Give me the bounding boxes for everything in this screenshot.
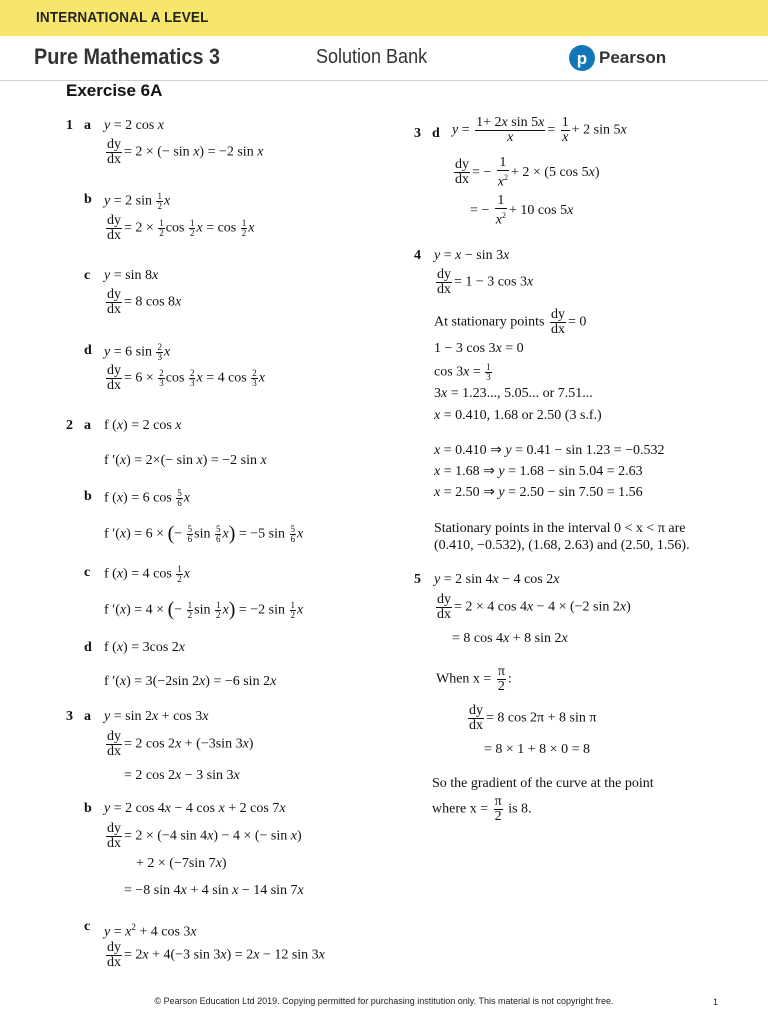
- equation: f (x) = 4 cos $\frac{1}{2}$ x: [104, 564, 190, 584]
- equation: y = 2 sin 4x − 4 cos 2x: [434, 572, 560, 587]
- equation: $\frac{dy}{dx}$ = 2 × (−4 sin 4x) − 4 × (− sin x): [107, 821, 302, 851]
- equation: + 2 × (−7sin 7x): [136, 856, 227, 871]
- part-label: c: [84, 565, 91, 580]
- question-number: 5: [414, 572, 421, 587]
- equation: f (x) = 6 cos $\frac{5}{6}$ x: [104, 488, 190, 508]
- equation: $\frac{dy}{dx}$ = 2 cos 2x + (−3sin 3x): [107, 729, 254, 759]
- equation: y = 2 cos x: [104, 118, 164, 133]
- equation: f ′(x) = 2×(− sin x) = −2 sin x: [104, 453, 267, 468]
- equation: 1 − 3 cos 3x = 0: [434, 341, 524, 356]
- book-subtitle: Solution Bank: [316, 46, 428, 68]
- equation: $\frac{dy}{dx}$ = 8 cos 8x: [107, 287, 182, 317]
- equation: $y = x^2 + 4$ cos 3x: [104, 922, 197, 940]
- exercise-heading: Exercise 6A: [66, 81, 163, 100]
- equation: f (x) = 3cos 2x: [104, 640, 185, 655]
- equation: $\frac{dy}{dx}$ = 1 − 3 cos 3x: [437, 267, 534, 297]
- equation: f ′(x) = 6 × (− $\frac{5}{6}$ sin $\frac{5}{6}$ x) = −5 sin $\frac{5}{6}$ x: [104, 522, 304, 545]
- equation: y = 2 cos 4x − 4 cos x + 2 cos 7x: [104, 801, 286, 816]
- equation: $\frac{dy}{dx}$ = 2 × (− sin x) = −2 sin x: [107, 137, 264, 167]
- statement: (0.410, −0.532), (1.68, 2.63) and (2.50, 1.56).: [434, 538, 690, 553]
- equation: y = $\frac{\text{1+ 2x sin 5x}}{x}$ = $\frac{1}{x}$ + 2 sin 5x: [452, 115, 627, 145]
- part-label: b: [84, 801, 92, 816]
- equation: $\frac{dy}{dx}$ = − $\frac{1}{x^2}$ + 2 × (5 cos 5x): [455, 155, 600, 190]
- statement: At stationary points $\frac{dy}{dx}$ = 0: [434, 307, 587, 337]
- statement: Stationary points in the interval 0 < x < π are: [434, 521, 686, 536]
- question-number: 3: [66, 709, 73, 724]
- page-number: 1: [713, 997, 719, 1007]
- equation: f ′(x) = 4 × (− $\frac{1}{2}$ sin $\frac{1}{2}$ x) = −2 sin $\frac{1}{2}$ x: [104, 598, 304, 621]
- statement: When x = $\frac{\pi}{2}$ :: [436, 664, 512, 694]
- pearson-logo-icon: [568, 44, 596, 72]
- part-label: a: [84, 418, 91, 433]
- part-label: d: [84, 640, 92, 655]
- part-label: c: [84, 919, 91, 934]
- part-label: c: [84, 268, 91, 283]
- equation: y = sin 2x + cos 3x: [104, 709, 209, 724]
- equation: = −8 sin 4x + 4 sin x − 14 sin 7x: [124, 883, 304, 898]
- part-label: d: [432, 126, 440, 141]
- equation: = 8 cos 4x + 8 sin 2x: [452, 631, 568, 646]
- equation: f ′(x) = 3(−2sin 2x) = −6 sin 2x: [104, 674, 277, 689]
- qualification-label: INTERNATIONAL A LEVEL: [36, 9, 209, 26]
- equation: x = 0.410 ⇒ y = 0.41 − sin 1.23 = −0.532: [434, 443, 665, 458]
- question-number: 3: [414, 126, 421, 141]
- statement: where x = $\frac{\pi}{2}$ is 8.: [432, 794, 532, 824]
- part-label: b: [84, 192, 92, 207]
- equation: y = x − sin 3x: [434, 248, 510, 263]
- equation: cos 3x = $\frac{1}{3}$: [434, 362, 491, 382]
- header-band: [0, 0, 768, 36]
- part-label: d: [84, 343, 92, 358]
- equation: y = 2 sin $\frac{1}{2}$ x: [104, 191, 171, 211]
- equation: 3x = 1.23..., 5.05... or 7.51...: [434, 386, 593, 401]
- equation: y = 6 sin $\frac{2}{3}$ x: [104, 342, 171, 362]
- equation: $\frac{dy}{dx}$ = 2 × 4 cos 4x − 4 × (−2 sin 2x): [437, 592, 631, 622]
- equation: x = 1.68 ⇒ y = 1.68 − sin 5.04 = 2.63: [434, 464, 643, 479]
- equation: = 8 × 1 + 8 × 0 = 8: [484, 742, 590, 757]
- equation: x = 2.50 ⇒ y = 2.50 − sin 7.50 = 1.56: [434, 485, 643, 500]
- question-number: 1: [66, 118, 73, 133]
- part-label: a: [84, 118, 91, 133]
- copyright-footer: © Pearson Education Ltd 2019. Copying permitted for purchasing institution only. This material is not copyright free.: [154, 996, 614, 1006]
- book-title: Pure Mathematics 3: [34, 44, 220, 69]
- part-label: b: [84, 489, 92, 504]
- equation: $\frac{dy}{dx}$ = 2x + 4(−3 sin 3x) = 2x − 12 sin 3x: [107, 940, 325, 970]
- equation: x = 0.410, 1.68 or 2.50 (3 s.f.): [434, 408, 602, 423]
- question-number: 2: [66, 418, 73, 433]
- equation: f (x) = 2 cos x: [104, 418, 182, 433]
- part-label: a: [84, 709, 91, 724]
- equation: y = sin 8x: [104, 268, 159, 283]
- equation: $\frac{dy}{dx}$ = 2 × $\frac{1}{2}$ cos $\frac{1}{2}$ x = cos $\frac{1}{2}$ x: [107, 213, 255, 243]
- statement: So the gradient of the curve at the point: [432, 776, 654, 791]
- pearson-logo-text: Pearson: [599, 48, 667, 67]
- equation: = − $\frac{1}{x^2}$ + 10 cos 5x: [470, 193, 574, 228]
- equation: $\frac{dy}{dx}$ = 6 × $\frac{2}{3}$ cos $\frac{2}{3}$ x = 4 cos $\frac{2}{3}$ x: [107, 363, 265, 393]
- equation: $\frac{dy}{dx}$ = 8 cos 2π + 8 sin π: [469, 703, 597, 733]
- question-number: 4: [414, 248, 421, 263]
- equation: = 2 cos 2x − 3 sin 3x: [124, 768, 240, 783]
- pearson-logo-letter: p: [576, 49, 588, 68]
